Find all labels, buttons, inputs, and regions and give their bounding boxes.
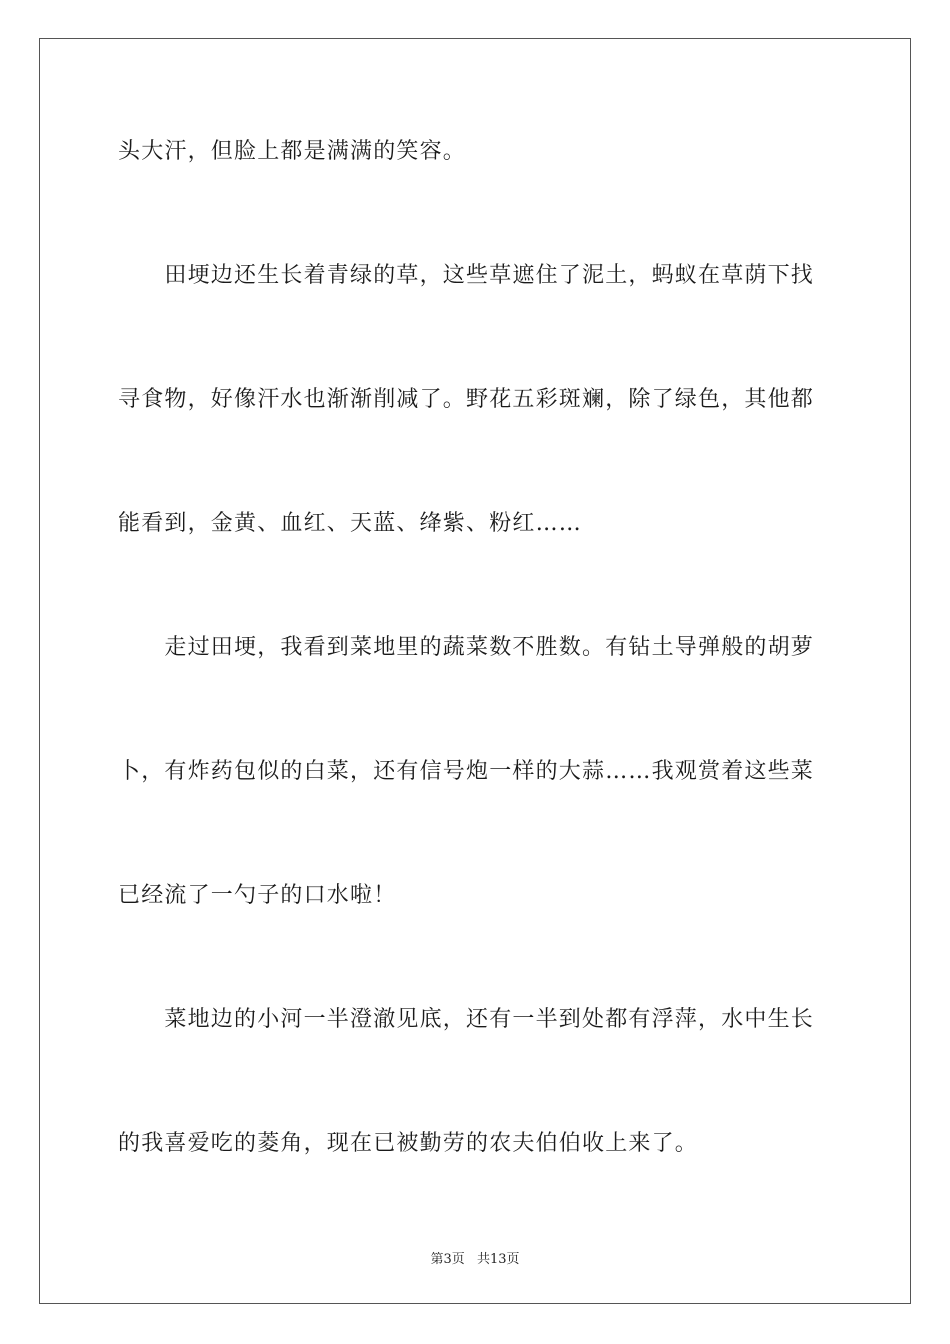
text-line: 菜地边的小河一半澄澈见底，还有一半到处都有浮萍，水中生长 xyxy=(118,1007,815,1032)
text-line: 寻食物，好像汗水也渐渐削减了。野花五彩斑斓，除了绿色，其他都 xyxy=(118,387,815,412)
text-line: 卜，有炸药包似的白菜，还有信号炮一样的大蒜……我观赏着这些菜 xyxy=(118,759,815,784)
text-line: 能看到，金黄、血红、天蓝、绛紫、粉红…… xyxy=(118,511,583,536)
page-border xyxy=(39,38,911,1304)
page-number: 第3页 xyxy=(430,1252,465,1267)
page-total: 共13页 xyxy=(476,1252,520,1267)
text-line: 田埂边还生长着青绿的草，这些草遮住了泥土，蚂蚁在草荫下找 xyxy=(118,263,815,288)
text-line: 头大汗，但脸上都是满满的笑容。 xyxy=(118,139,467,164)
page-footer xyxy=(0,1248,950,1267)
text-line: 已经流了一勺子的口水啦！ xyxy=(118,883,397,908)
text-line: 走过田埂，我看到菜地里的蔬菜数不胜数。有钻土导弹般的胡萝 xyxy=(118,635,815,660)
text-line: 的我喜爱吃的菱角，现在已被勤劳的农夫伯伯收上来了。 xyxy=(118,1131,699,1156)
